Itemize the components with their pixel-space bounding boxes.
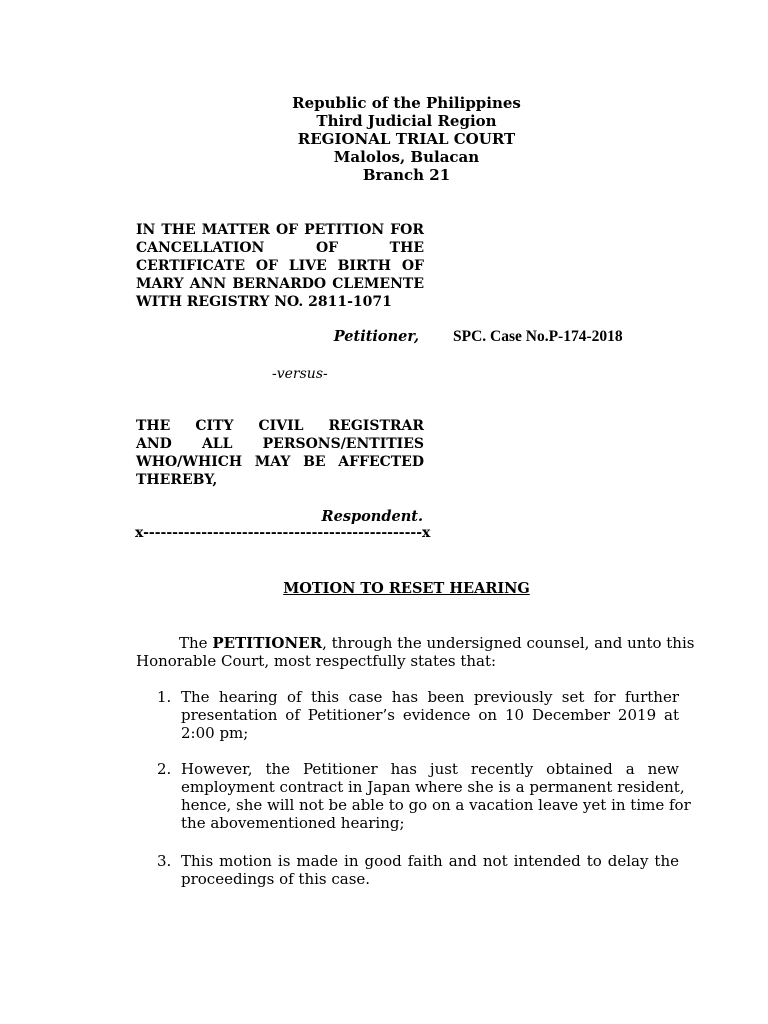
intro-paragraph xyxy=(136,634,695,670)
item-body xyxy=(181,760,691,832)
caption-line: IN THE MATTER OF PETITION FOR xyxy=(136,222,424,238)
header-line: Third Judicial Region xyxy=(316,112,497,130)
petitioner-emphasis: PETITIONER xyxy=(212,634,323,652)
item-line: proceedings of this case. xyxy=(181,870,371,888)
versus-label: -versus- xyxy=(272,366,328,382)
caption-line: CERTIFICATE OF LIVE BIRTH OF xyxy=(136,258,424,274)
petitioner-label: Petitioner, xyxy=(333,328,419,345)
header-line: REGIONAL TRIAL COURT xyxy=(297,130,516,148)
item-number: 2. xyxy=(157,760,172,778)
intro-text: , through the undersigned counsel, and unto this xyxy=(322,634,695,652)
case-number: SPC. Case No.P-174-2018 xyxy=(453,328,623,345)
item-number: 1. xyxy=(157,688,172,706)
document-title: MOTION TO RESET HEARING xyxy=(283,580,530,597)
item-line: the abovementioned hearing; xyxy=(181,814,405,832)
item-line: hence, she will not be able to go on a vacation leave yet in time for xyxy=(181,796,691,814)
header-line: Malolos, Bulacan xyxy=(333,148,480,166)
intro-text: The xyxy=(179,634,213,652)
item-line: However, the Petitioner has just recently obtained a new xyxy=(181,760,679,778)
item-line: 2:00 pm; xyxy=(181,724,249,742)
case-caption-respondent xyxy=(136,417,424,489)
item-line: This motion is made in good faith and not intended to delay the xyxy=(181,852,679,870)
header-line: Branch 21 xyxy=(362,166,451,184)
intro-line: Honorable Court, most respectfully states that: xyxy=(136,652,497,670)
caption-line: THEREBY, xyxy=(136,472,218,488)
caption-line: MARY ANN BERNARDO CLEMENTE xyxy=(136,276,424,292)
intro-line xyxy=(136,634,695,652)
item-number: 3. xyxy=(157,852,172,870)
item-line: presentation of Petitioner’s evidence on 10 December 2019 at xyxy=(181,706,679,724)
court-header xyxy=(0,94,768,184)
item-line: employment contract in Japan where she is a permanent resident, xyxy=(181,778,685,796)
caption-line: AND ALL PERSONS/ENTITIES xyxy=(136,436,424,452)
item-body xyxy=(181,852,679,888)
header-line: Republic of the Philippines xyxy=(292,94,521,112)
case-caption-matter xyxy=(136,221,424,311)
item-body xyxy=(181,688,679,742)
caption-line: WITH REGISTRY NO. 2811-1071 xyxy=(136,294,392,310)
caption-line: WHO/WHICH MAY BE AFFECTED xyxy=(136,454,424,470)
caption-divider: x------------------------------------------------x xyxy=(135,525,431,541)
respondent-label: Respondent. xyxy=(321,508,423,525)
caption-line: THE CITY CIVIL REGISTRAR xyxy=(136,418,424,434)
item-line: The hearing of this case has been previously set for further xyxy=(181,688,679,706)
caption-line: CANCELLATION OF THE xyxy=(136,240,424,256)
